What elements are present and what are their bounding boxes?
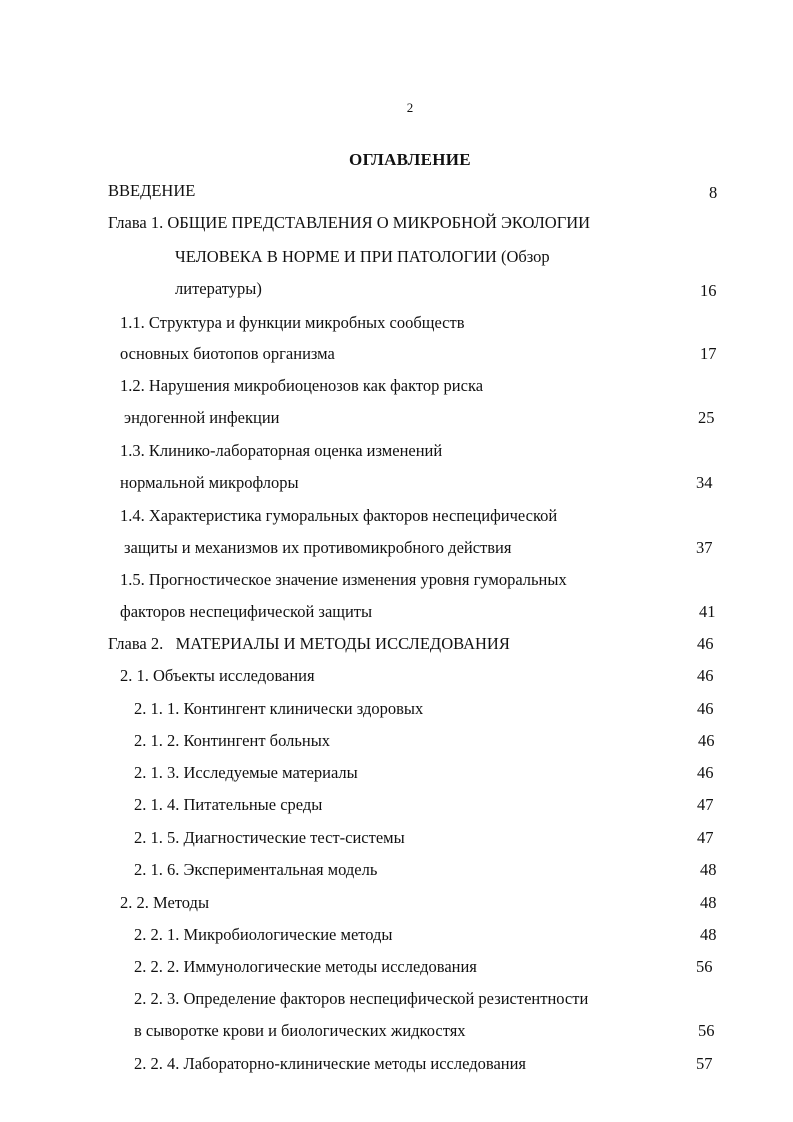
toc-entry-2-1-6: 2. 1. 6. Экспериментальная модель: [134, 860, 378, 879]
toc-page-1-1: 17: [700, 344, 717, 363]
toc-page-1-2: 25: [698, 408, 715, 427]
toc-page-1-3: 34: [696, 473, 713, 492]
toc-entry-2-1-4: 2. 1. 4. Питательные среды: [134, 795, 323, 814]
toc-entry-1-4-line-2: защиты и механизмов их противомикробного действия: [124, 538, 512, 557]
toc-page-1-4: 37: [696, 538, 713, 557]
toc-title: ОГЛАВЛЕНИЕ: [349, 150, 471, 169]
toc-entry-2-2: 2. 2. Методы: [120, 893, 210, 912]
toc-page-2-2: 48: [700, 893, 717, 912]
toc-page-2-2-2: 56: [696, 957, 713, 976]
toc-entry-2-2-3-line-2: в сыворотке крови и биологических жидкостях: [134, 1021, 466, 1040]
toc-entry-2-2-3: 2. 2. 3. Определение факторов неспецифической резистентности: [134, 989, 589, 1008]
toc-entry-1-2-line-2: эндогенной инфекции: [124, 408, 280, 427]
toc-entry-chapter-1: Глава 1. ОБЩИЕ ПРЕДСТАВЛЕНИЯ О МИКРОБНОЙ ЭКОЛОГИИ: [108, 213, 591, 232]
toc-entry-1-2: 1.2. Нарушения микробиоценозов как фактор риска: [120, 376, 484, 395]
toc-page-2-2-3: 56: [698, 1021, 715, 1040]
toc-entry-2-2-1: 2. 2. 1. Микробиологические методы: [134, 925, 393, 944]
toc-entry-chapter-2: Глава 2. МАТЕРИАЛЫ И МЕТОДЫ ИССЛЕДОВАНИЯ: [108, 634, 510, 653]
toc-entry-1-1-line-2: основных биотопов организма: [120, 344, 335, 363]
toc-entry-2-1-3: 2. 1. 3. Исследуемые материалы: [134, 763, 358, 782]
toc-entry-intro: ВВЕДЕНИЕ: [108, 181, 196, 200]
toc-page-2-2-1: 48: [700, 925, 717, 944]
toc-entry-2-1-1: 2. 1. 1. Контингент клинически здоровых: [134, 699, 424, 718]
toc-entry-2-1-2: 2. 1. 2. Контингент больных: [134, 731, 331, 750]
toc-page-2-1-3: 46: [697, 763, 714, 782]
toc-entry-1-5-line-2: факторов неспецифической защиты: [120, 602, 373, 621]
toc-entry-chapter-1-line-2: ЧЕЛОВЕКА В НОРМЕ И ПРИ ПАТОЛОГИИ (Обзор: [175, 247, 550, 266]
toc-page-intro: 8: [709, 183, 718, 202]
toc-page-2-1-2: 46: [698, 731, 715, 750]
toc-page-2-1-5: 47: [697, 828, 714, 847]
toc-page-2-1-4: 47: [697, 795, 714, 814]
toc-entry-2-2-2: 2. 2. 2. Иммунологические методы исследования: [134, 957, 477, 976]
toc-entry-1-3: 1.3. Клинико-лабораторная оценка изменений: [120, 441, 443, 460]
toc-page-chapter-1: 16: [700, 281, 717, 300]
page-number: 2: [406, 100, 414, 115]
toc-page-2-1-6: 48: [700, 860, 717, 879]
toc-entry-2-2-4: 2. 2. 4. Лабораторно-клинические методы исследования: [134, 1054, 527, 1073]
toc-page-1-5: 41: [699, 602, 716, 621]
toc-entry-1-3-line-2: нормальной микрофлоры: [120, 473, 299, 492]
toc-entry-1-4: 1.4. Характеристика гуморальных факторов неспецифической: [120, 506, 558, 525]
toc-entry-2-1-5: 2. 1. 5. Диагностические тест-системы: [134, 828, 405, 847]
toc-entry-chapter-1-line-3: литературы): [175, 279, 262, 298]
toc-entry-2-1: 2. 1. Объекты исследования: [120, 666, 315, 685]
toc-page-2-2-4: 57: [696, 1054, 713, 1073]
toc-entry-1-5: 1.5. Прогностическое значение изменения уровня гуморальных: [120, 570, 567, 589]
toc-entry-1-1: 1.1. Структура и функции микробных сообществ: [120, 313, 465, 332]
toc-page-2-1: 46: [697, 666, 714, 685]
toc-page-chapter-2: 46: [697, 634, 714, 653]
toc-page-2-1-1: 46: [697, 699, 714, 718]
